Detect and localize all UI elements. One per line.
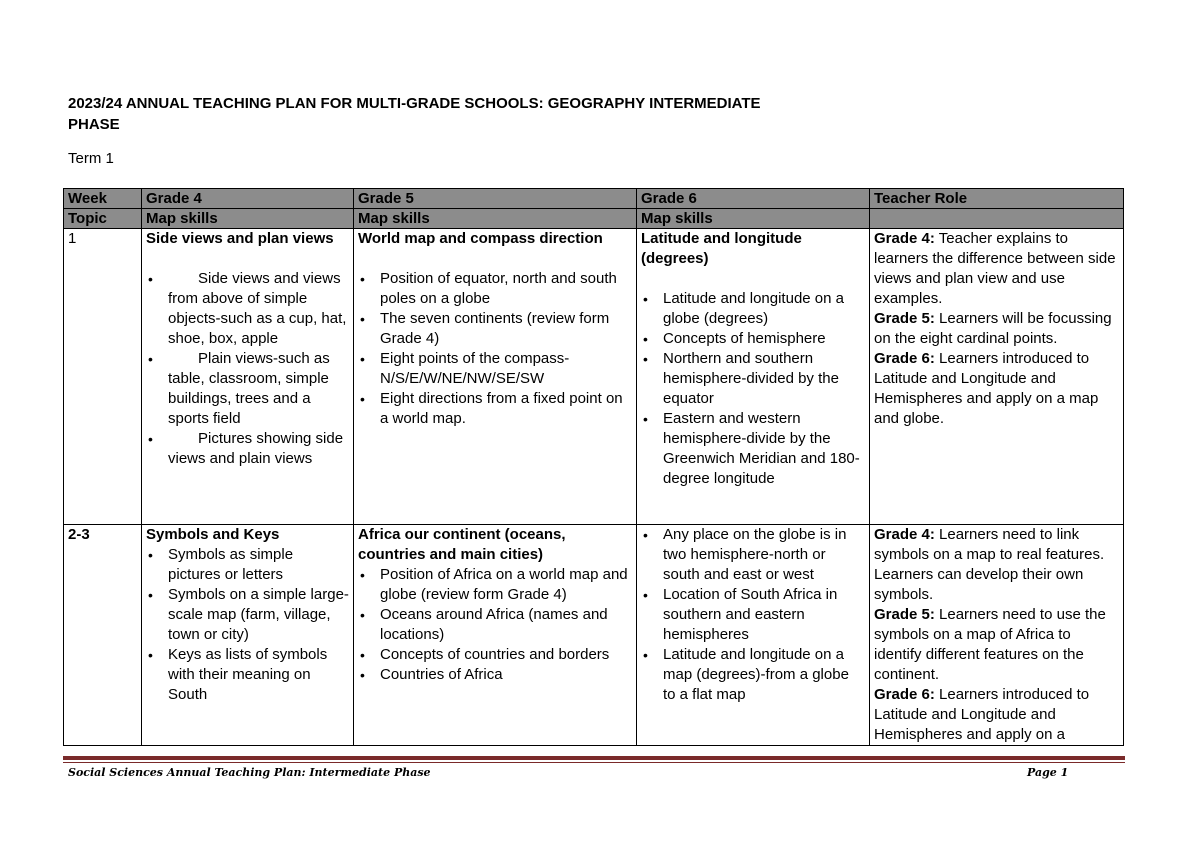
- list-item: • Any place on the globe is in two hemisphere-north or south and east or west: [641, 525, 865, 585]
- teaching-plan-table: [63, 188, 1124, 746]
- grade-5-cell: [354, 229, 637, 525]
- list-item: • The seven continents (review form Grade 4): [358, 309, 632, 349]
- list-item: • Symbols as simple pictures or letters: [146, 545, 349, 585]
- table-row: [64, 229, 1124, 525]
- list-item: • Side views and views from above of simple objects-such as a cup, hat, shoe, box, apple: [146, 269, 349, 349]
- list-item: • Latitude and longitude on a map (degrees)-from a globe to a flat map: [641, 645, 865, 705]
- table-row: [64, 525, 1124, 746]
- grade-6-cell: [637, 229, 870, 525]
- list-item: • Latitude and longitude on a globe (degrees): [641, 289, 865, 329]
- teacher-role-cell: [870, 525, 1124, 746]
- cell-title: Africa our continent (oceans, countries and main cities): [358, 526, 566, 563]
- page-number: Page 1: [1027, 766, 1069, 779]
- list-item: • Keys as lists of symbols with their meaning on South: [146, 645, 349, 705]
- list-item: • Eight points of the compass-N/S/E/W/NE/NW/SE/SW: [358, 349, 632, 389]
- term-label: Term 1: [68, 150, 114, 167]
- document-title: [68, 93, 968, 135]
- role-entry: Grade 5: Learners need to use the symbols on a map of Africa to identify different features on the continent.: [874, 606, 1106, 683]
- header-grade-6: Grade 6: [637, 189, 870, 209]
- list-item: • Symbols on a simple large-scale map (farm, village, town or city): [146, 585, 349, 645]
- week-cell: 1: [64, 229, 142, 525]
- cell-title: World map and compass direction: [358, 230, 603, 247]
- footer-rule-thin: [63, 762, 1125, 763]
- topic-grade-4: Map skills: [142, 209, 354, 229]
- list-item: • Northern and southern hemisphere-divided by the equator: [641, 349, 865, 409]
- header-week: Week: [64, 189, 142, 209]
- list-item: • Countries of Africa: [358, 665, 632, 685]
- footer-title: Social Sciences Annual Teaching Plan: Intermediate Phase: [68, 766, 431, 779]
- list-item: • Eight directions from a fixed point on a world map.: [358, 389, 632, 429]
- role-entry: Grade 6: Learners introduced to Latitude and Longitude and Hemispheres and apply on a: [874, 686, 1090, 743]
- header-row: [64, 189, 1124, 209]
- list-item: • Concepts of countries and borders: [358, 645, 632, 665]
- list-item: • Oceans around Africa (names and locations): [358, 605, 632, 645]
- topic-label: Topic: [64, 209, 142, 229]
- topic-row: [64, 209, 1124, 229]
- topic-grade-6: Map skills: [637, 209, 870, 229]
- grade-4-cell: [142, 229, 354, 525]
- teacher-role-cell: [870, 229, 1124, 525]
- grade-5-cell: [354, 525, 637, 746]
- grade-4-cell: [142, 525, 354, 746]
- role-entry: Grade 4: Learners need to link symbols on a map to real features. Learners can develop their own symbols.: [874, 526, 1105, 603]
- list-item: • Concepts of hemisphere: [641, 329, 865, 349]
- grade-6-cell: [637, 525, 870, 746]
- list-item: • Pictures showing side views and plain views: [146, 429, 349, 469]
- title-line-2: PHASE: [68, 116, 120, 133]
- topic-grade-5: Map skills: [354, 209, 637, 229]
- list-item: • Position of Africa on a world map and globe (review form Grade 4): [358, 565, 632, 605]
- header-grade-4: Grade 4: [142, 189, 354, 209]
- cell-title: Latitude and longitude (degrees): [641, 230, 802, 267]
- list-item: • Eastern and western hemisphere-divide by the Greenwich Meridian and 180-degree longitude: [641, 409, 865, 489]
- title-line-1: 2023/24 ANNUAL TEACHING PLAN FOR MULTI-GRADE SCHOOLS: GEOGRAPHY INTERMEDIATE: [68, 95, 761, 112]
- role-entry: Grade 5: Learners will be focussing on the eight cardinal points.: [874, 310, 1112, 347]
- cell-title: Symbols and Keys: [146, 526, 280, 543]
- list-item: • Location of South Africa in southern and eastern hemispheres: [641, 585, 865, 645]
- role-entry: Grade 4: Teacher explains to learners the difference between side views and plan view and use examples.: [874, 230, 1116, 307]
- footer-rule: [63, 756, 1125, 760]
- cell-title: Side views and plan views: [146, 230, 334, 247]
- header-grade-5: Grade 5: [354, 189, 637, 209]
- list-item: • Position of equator, north and south poles on a globe: [358, 269, 632, 309]
- header-teacher-role: Teacher Role: [870, 189, 1124, 209]
- role-entry: Grade 6: Learners introduced to Latitude and Longitude and Hemispheres and apply on a map and globe.: [874, 350, 1099, 427]
- list-item: • Plain views-such as table, classroom, simple buildings, trees and a sports field: [146, 349, 349, 429]
- topic-teacher-role: [870, 209, 1124, 229]
- week-cell: 2-3: [64, 525, 142, 746]
